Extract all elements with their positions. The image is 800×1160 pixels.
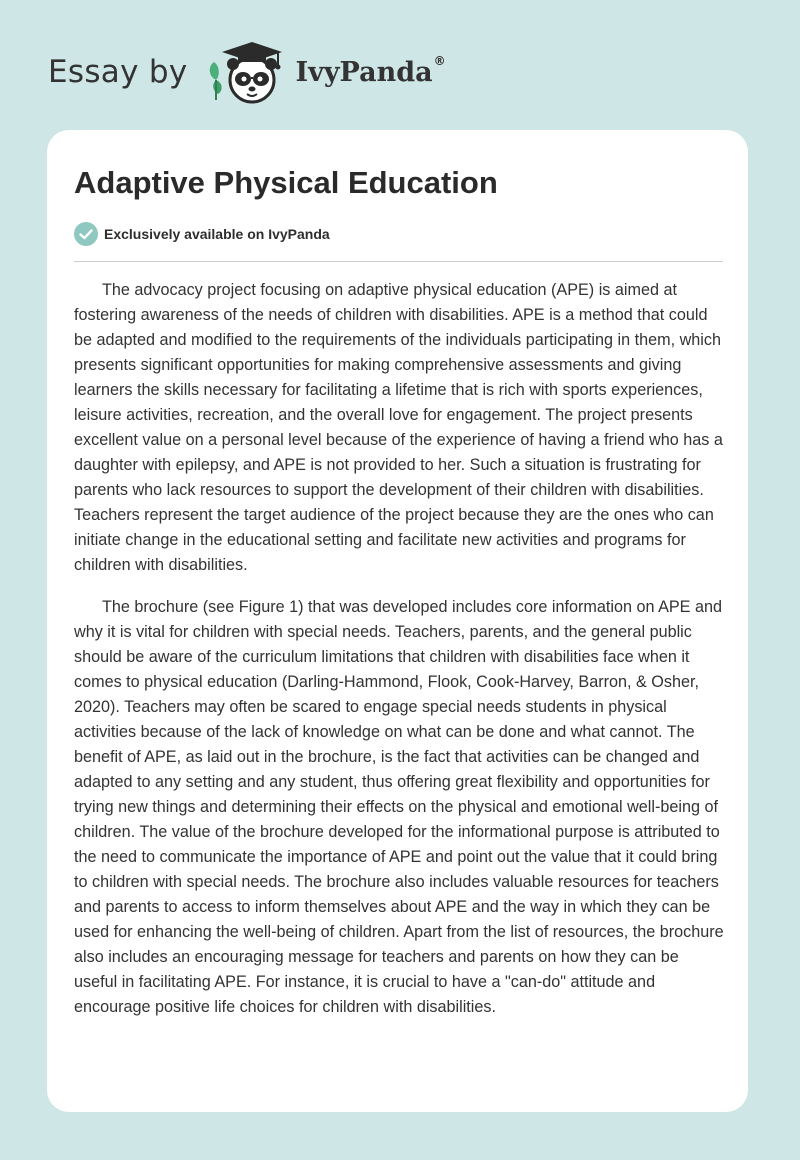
site-header: [48, 36, 446, 108]
exclusive-badge-text: Exclusively available on IvyPanda: [104, 226, 330, 242]
leaf-icon: [209, 62, 221, 100]
page-title: Adaptive Physical Education: [74, 165, 498, 200]
essay-body: [74, 278, 726, 1037]
panda-graduate-icon[interactable]: [202, 36, 290, 108]
check-circle-icon: [74, 222, 98, 246]
brand-name[interactable]: [295, 53, 446, 88]
essay-card: [47, 130, 748, 1112]
exclusive-badge: [74, 222, 330, 246]
title-divider: [74, 261, 723, 262]
brand-name-text: IvyPanda: [295, 56, 433, 88]
essay-paragraph: The brochure (see Figure 1) that was developed includes core information on APE and why it is vital for children with special needs. Teachers, parents, and the general public should be aware of the curriculum limitations that children with disabilities face when it comes to physical education (Darling-Hammond, Flook, Cook-Harvey, Barron, & Osher, 2020). Teachers may often be scared to engage special needs students in physical activities because of the lack of knowledge on what can be done and what cannot. The benefit of APE, as laid out in the brochure, is the fact that activities can be changed and adapted to any setting and any student, thus offering great flexibility and opportunities for trying new things and determining their effects on the physical and emotional well-being of children. The value of the brochure developed for the informational purpose is attributed to the need to communicate the importance of APE and point out the value that it could bring to children with special needs. The brochure also includes valuable resources for teachers and parents to access to inform themselves about APE and the way in which they can be used for enhancing the well-being of children. Apart from the list of resources, the brochure also includes an encouraging message for teachers and parents on how they can be useful in facilitating APE. For instance, it is crucial to have a "can-do" attitude and encourage positive life choices for children with disabilities.: [74, 598, 724, 1016]
brand-prefix: Essay by: [48, 54, 188, 90]
registered-mark: ®: [433, 53, 446, 68]
essay-paragraph: The advocacy project focusing on adaptive physical education (APE) is aimed at fostering awareness of the needs of children with disabilities. APE is a method that could be adapted and modified to the requirements of the individuals participating in them, which presents significant opportunities for making comprehensive assessments and giving learners the skills necessary for facilitating a lifetime that is rich with sports experiences, leisure activities, recreation, and the overall love for engagement. The project presents excellent value on a personal level because of the experience of having a friend who has a daughter with epilepsy, and APE is not provided to her. Such a situation is frustrating for parents who lack resources to support the development of their children with disabilities. Teachers represent the target audience of the project because they are the ones who can initiate change in the educational setting and facilitate new activities and programs for children with disabilities.: [74, 281, 723, 574]
